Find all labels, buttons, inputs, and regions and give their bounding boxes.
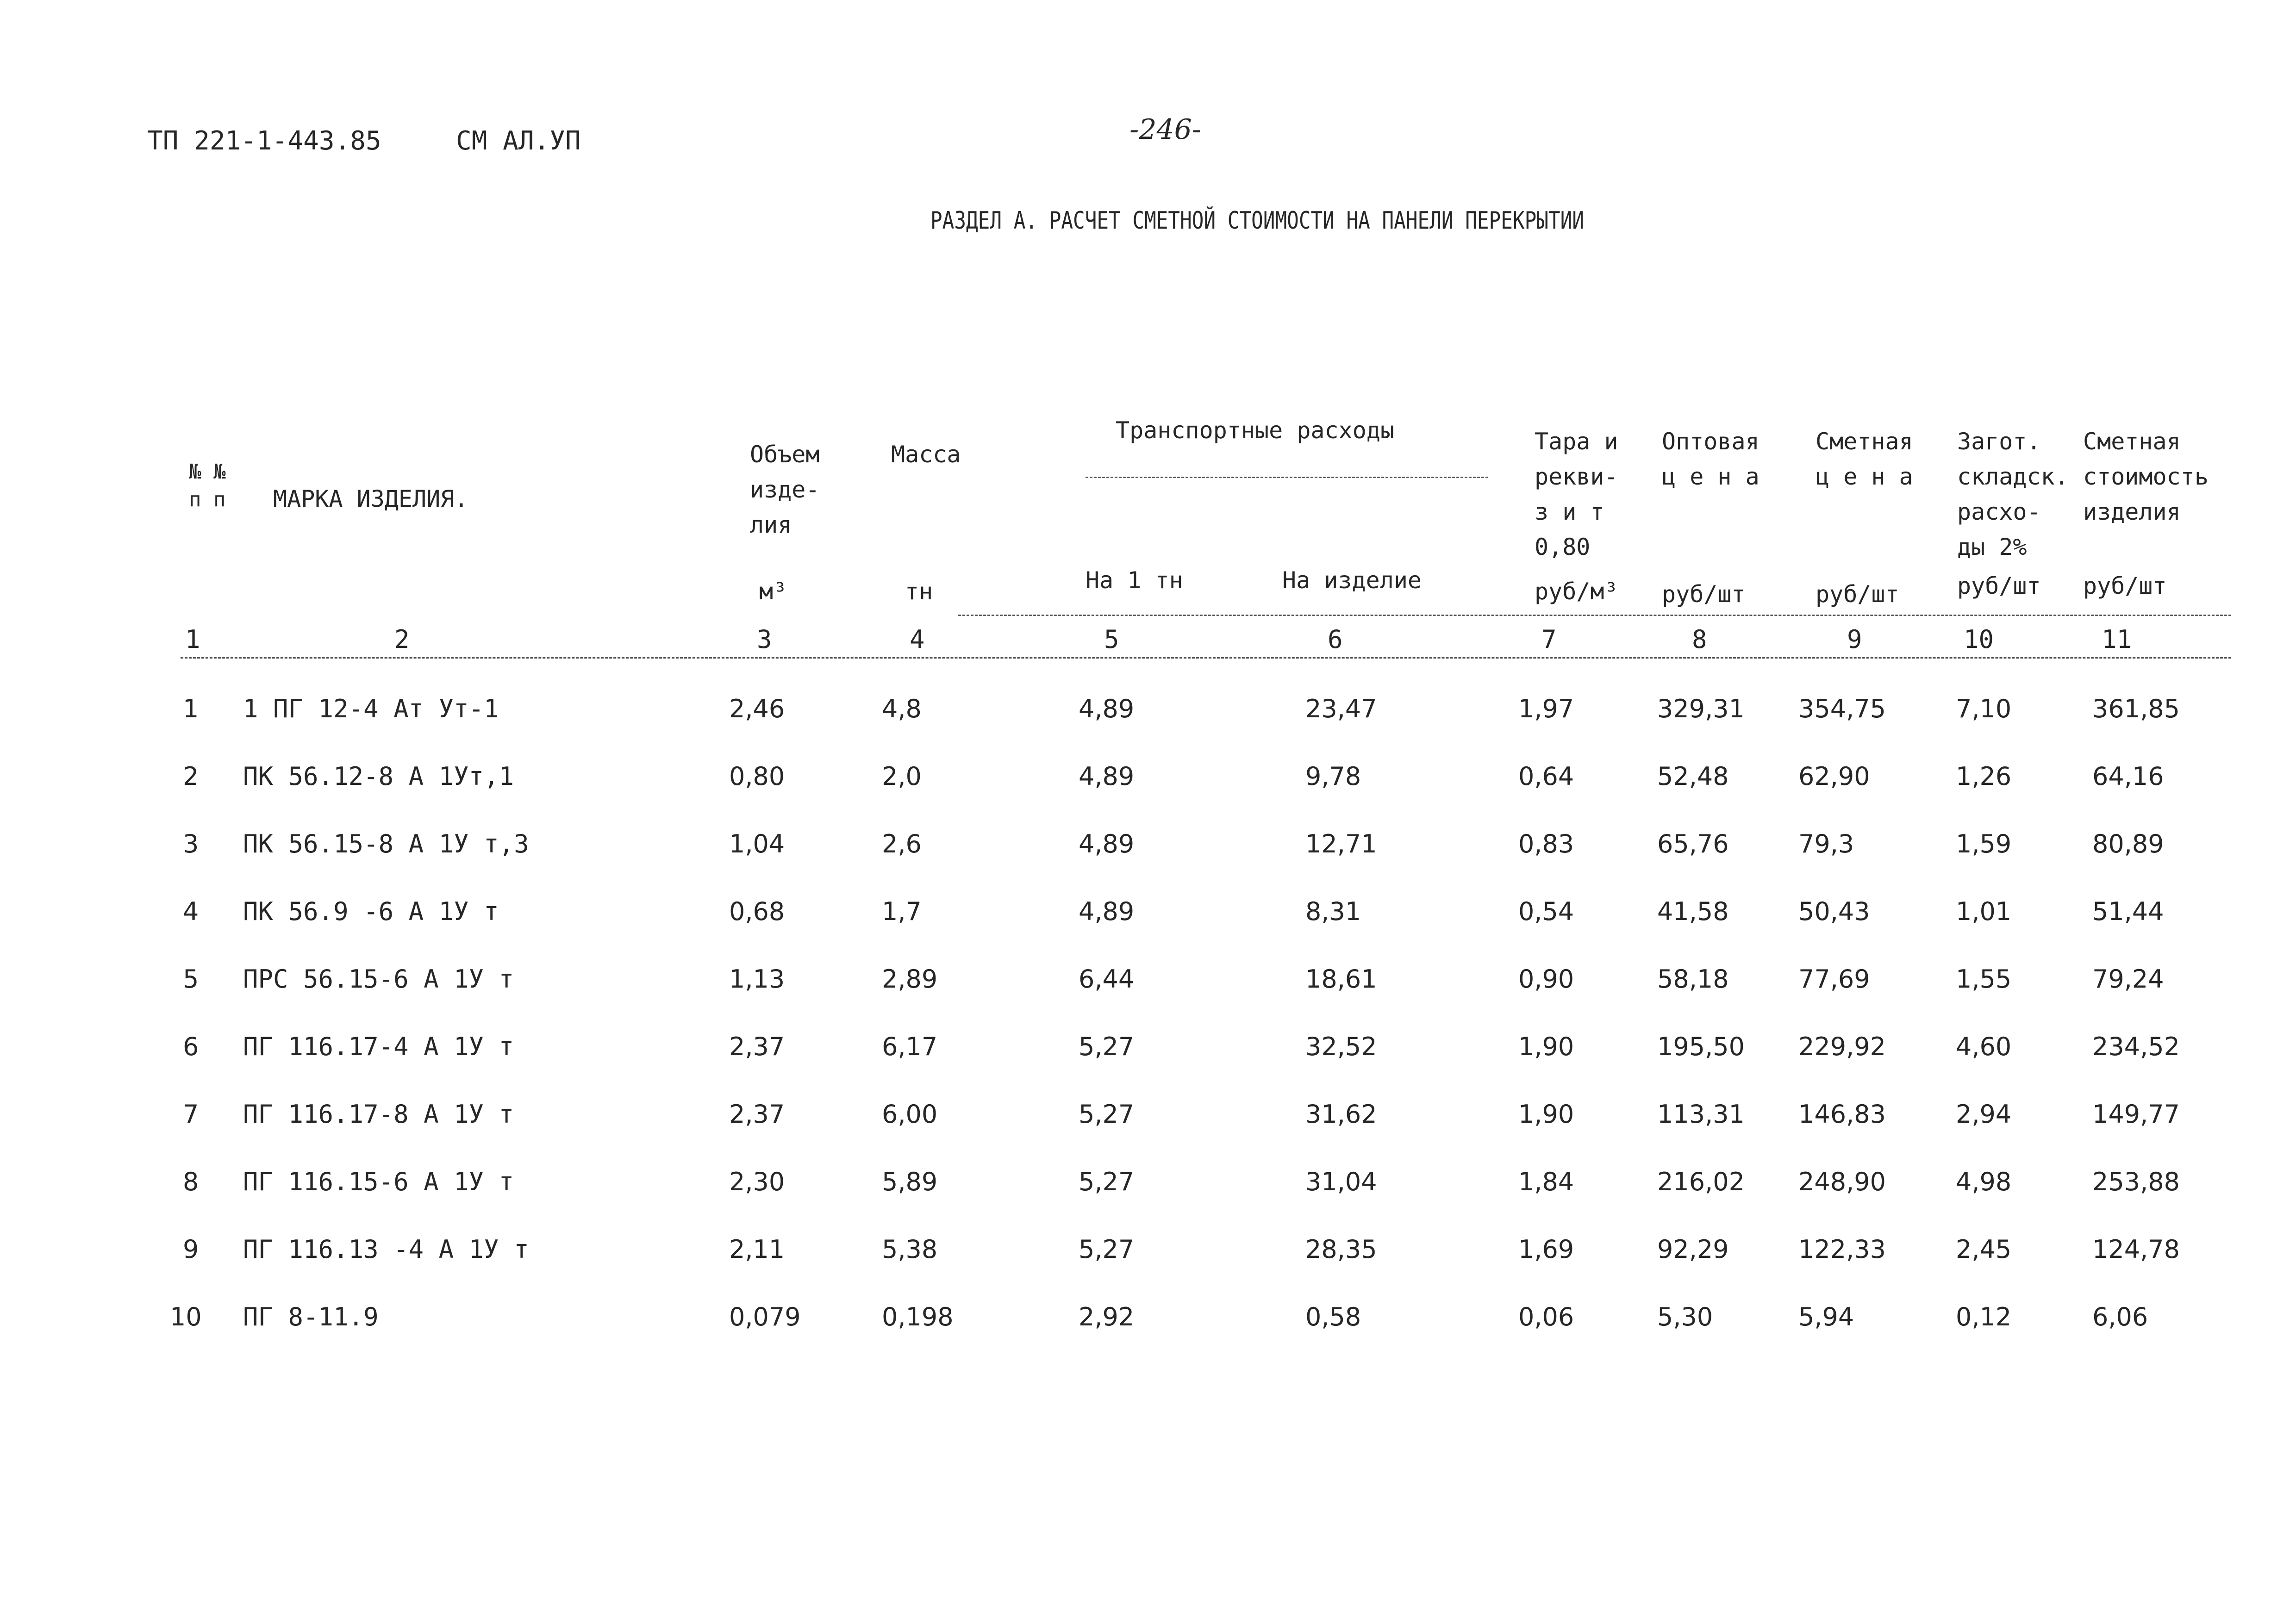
cell-volume: 0,68 [729, 897, 785, 926]
cell-storage: 1,01 [1956, 897, 2012, 926]
column-number: 10 [1964, 625, 1994, 654]
cell-volume: 1,04 [729, 829, 785, 858]
cell-tare: 0,90 [1518, 964, 1574, 994]
cell-storage: 4,98 [1956, 1167, 2012, 1196]
transport-header-rule [1086, 477, 1488, 478]
cell-num: 4 [183, 897, 199, 926]
cell-volume: 1,13 [729, 964, 785, 994]
cell-wholesale: 195,50 [1657, 1032, 1745, 1061]
cell-storage: 2,45 [1956, 1235, 2012, 1264]
cell-total: 361,85 [2092, 694, 2180, 723]
cell-num: 5 [183, 964, 199, 994]
cell-volume: 0,80 [729, 762, 785, 791]
header-rule-top [958, 615, 2231, 616]
cell-per-ton: 6,44 [1079, 964, 1135, 994]
cell-wholesale: 216,02 [1657, 1167, 1745, 1196]
cell-storage: 2,94 [1956, 1100, 2012, 1129]
header-mark: МАРКА ИЗДЕЛИЯ. [273, 485, 468, 512]
cell-per-ton: 4,89 [1079, 829, 1135, 858]
header-volume: Объем изде- лия [750, 441, 820, 538]
cell-num: 2 [183, 762, 199, 791]
cell-num: 8 [183, 1167, 199, 1196]
column-number: 8 [1692, 625, 1707, 654]
header-volume-unit: м³ [759, 578, 787, 605]
header-mass: Масса [891, 441, 961, 468]
cell-volume: 2,30 [729, 1167, 785, 1196]
cell-num: 1 [183, 694, 199, 723]
cell-tare: 1,90 [1518, 1100, 1574, 1129]
cell-total: 124,78 [2092, 1235, 2180, 1264]
cell-per-ton: 4,89 [1079, 897, 1135, 926]
cell-per-item: 12,71 [1305, 829, 1377, 858]
header-mass-unit: тн [905, 578, 933, 605]
header-estimated: Сметная ц е н а [1816, 428, 1913, 490]
sheet-code: СМ АЛ.УП [456, 126, 581, 156]
cell-tare: 0,64 [1518, 762, 1574, 791]
cell-wholesale: 52,48 [1657, 762, 1729, 791]
cell-mark: ПРС 56.15-6 А 1У т [243, 964, 514, 994]
cell-total: 79,24 [2092, 964, 2164, 994]
column-number: 2 [394, 625, 410, 654]
section-title: РАЗДЕЛ А. РАСЧЕТ СМЕТНОЙ СТОИМОСТИ НА ПАНЕЛИ ПЕРЕКРЫТИИ [930, 207, 1584, 235]
cell-wholesale: 92,29 [1657, 1235, 1729, 1264]
column-number: 4 [910, 625, 925, 654]
cell-mark: ПГ 116.13 -4 А 1У т [243, 1235, 529, 1264]
column-number: 9 [1847, 625, 1862, 654]
cell-tare: 0,54 [1518, 897, 1574, 926]
cell-total: 64,16 [2092, 762, 2164, 791]
cell-volume: 2,11 [729, 1235, 785, 1264]
cell-wholesale: 41,58 [1657, 897, 1729, 926]
cell-storage: 4,60 [1956, 1032, 2012, 1061]
cell-mark: ПК 56.9 -6 А 1У т [243, 897, 499, 926]
cell-num: 10 [170, 1302, 202, 1331]
cell-total: 6,06 [2092, 1302, 2148, 1331]
cell-per-ton: 5,27 [1079, 1235, 1135, 1264]
cell-total: 80,89 [2092, 829, 2164, 858]
cell-estimated: 146,83 [1798, 1100, 1886, 1129]
cell-mass: 4,8 [882, 694, 922, 723]
cell-tare: 1,97 [1518, 694, 1574, 723]
header-rule-bottom [181, 657, 2231, 659]
cell-num: 3 [183, 829, 199, 858]
cell-per-item: 32,52 [1305, 1032, 1377, 1061]
cell-num: 7 [183, 1100, 199, 1129]
cell-per-ton: 4,89 [1079, 762, 1135, 791]
cell-mark: 1 ПГ 12-4 Ат Ут-1 [243, 694, 499, 723]
header-storage-unit: руб/шт [1957, 572, 2041, 599]
cell-estimated: 122,33 [1798, 1235, 1886, 1264]
cell-storage: 1,55 [1956, 964, 2012, 994]
header-wholesale: Оптовая ц е н а [1662, 428, 1759, 490]
header-num: № № п п [189, 460, 226, 511]
cell-per-item: 9,78 [1305, 762, 1361, 791]
cell-wholesale: 113,31 [1657, 1100, 1745, 1129]
cell-estimated: 50,43 [1798, 897, 1870, 926]
cell-estimated: 229,92 [1798, 1032, 1886, 1061]
cell-volume: 2,37 [729, 1032, 785, 1061]
header-estimated-unit: руб/шт [1816, 581, 1899, 608]
column-number: 11 [2102, 625, 2132, 654]
cell-tare: 1,90 [1518, 1032, 1574, 1061]
cell-per-ton: 4,89 [1079, 694, 1135, 723]
cell-total: 51,44 [2092, 897, 2164, 926]
cell-mass: 5,89 [882, 1167, 938, 1196]
column-number: 7 [1541, 625, 1557, 654]
column-number: 6 [1328, 625, 1343, 654]
cell-tare: 1,69 [1518, 1235, 1574, 1264]
cell-wholesale: 58,18 [1657, 964, 1729, 994]
cell-mark: ПК 56.12-8 А 1Ут,1 [243, 762, 514, 791]
cell-wholesale: 329,31 [1657, 694, 1745, 723]
cell-mass: 1,7 [882, 897, 922, 926]
cell-total: 253,88 [2092, 1167, 2180, 1196]
cell-total: 234,52 [2092, 1032, 2180, 1061]
header-storage: Загот. складск. расхо- ды 2% [1957, 428, 2069, 560]
header-tare-unit: руб/м³ [1535, 578, 1618, 605]
cell-per-ton: 5,27 [1079, 1167, 1135, 1196]
cell-volume: 0,079 [729, 1302, 801, 1331]
cell-per-item: 23,47 [1305, 694, 1377, 723]
cell-storage: 1,59 [1956, 829, 2012, 858]
cell-per-item: 8,31 [1305, 897, 1361, 926]
header-transport: Транспортные расходы [1116, 417, 1395, 444]
cell-estimated: 79,3 [1798, 829, 1854, 858]
cell-mass: 6,00 [882, 1100, 938, 1129]
cell-mass: 5,38 [882, 1235, 938, 1264]
cell-wholesale: 5,30 [1657, 1302, 1713, 1331]
cell-num: 6 [183, 1032, 199, 1061]
page-number: -246- [1129, 113, 1202, 146]
header-per-ton: На 1 тн [1086, 567, 1183, 594]
cell-mark: ПГ 116.17-4 А 1У т [243, 1032, 514, 1061]
cell-per-item: 31,62 [1305, 1100, 1377, 1129]
cell-estimated: 77,69 [1798, 964, 1870, 994]
cell-per-ton: 5,27 [1079, 1100, 1135, 1129]
cell-mass: 2,6 [882, 829, 922, 858]
header-per-item: На изделие [1282, 567, 1422, 594]
cell-per-item: 28,35 [1305, 1235, 1377, 1264]
header-tare: Тара и рекви- з и т 0,80 [1535, 428, 1618, 560]
header-total-unit: руб/шт [2083, 572, 2167, 599]
cell-volume: 2,37 [729, 1100, 785, 1129]
cell-tare: 0,06 [1518, 1302, 1574, 1331]
cell-mass: 0,198 [882, 1302, 954, 1331]
cell-mass: 6,17 [882, 1032, 938, 1061]
cell-num: 9 [183, 1235, 199, 1264]
cell-storage: 7,10 [1956, 694, 2012, 723]
cell-estimated: 354,75 [1798, 694, 1886, 723]
cell-per-item: 31,04 [1305, 1167, 1377, 1196]
column-number: 3 [757, 625, 772, 654]
header-wholesale-unit: руб/шт [1662, 581, 1746, 608]
cell-volume: 2,46 [729, 694, 785, 723]
cell-per-ton: 5,27 [1079, 1032, 1135, 1061]
header-total: Сметная стоимость изделия [2083, 428, 2209, 525]
cell-storage: 0,12 [1956, 1302, 2012, 1331]
cell-wholesale: 65,76 [1657, 829, 1729, 858]
cell-mark: ПГ 116.15-6 А 1У т [243, 1167, 514, 1196]
cell-mass: 2,89 [882, 964, 938, 994]
cell-total: 149,77 [2092, 1100, 2180, 1129]
cell-per-ton: 2,92 [1079, 1302, 1135, 1331]
cell-mark: ПК 56.15-8 А 1У т,3 [243, 829, 529, 858]
cell-estimated: 248,90 [1798, 1167, 1886, 1196]
column-number: 5 [1104, 625, 1119, 654]
cell-tare: 1,84 [1518, 1167, 1574, 1196]
cell-mark: ПГ 116.17-8 А 1У т [243, 1100, 514, 1129]
cell-estimated: 62,90 [1798, 762, 1870, 791]
cell-per-item: 18,61 [1305, 964, 1377, 994]
cell-storage: 1,26 [1956, 762, 2012, 791]
cell-tare: 0,83 [1518, 829, 1574, 858]
cell-estimated: 5,94 [1798, 1302, 1854, 1331]
document-code: ТП 221-1-443.85 [147, 126, 381, 156]
cell-per-item: 0,58 [1305, 1302, 1361, 1331]
cell-mass: 2,0 [882, 762, 922, 791]
column-number: 1 [185, 625, 200, 654]
cell-mark: ПГ 8-11.9 [243, 1302, 379, 1331]
